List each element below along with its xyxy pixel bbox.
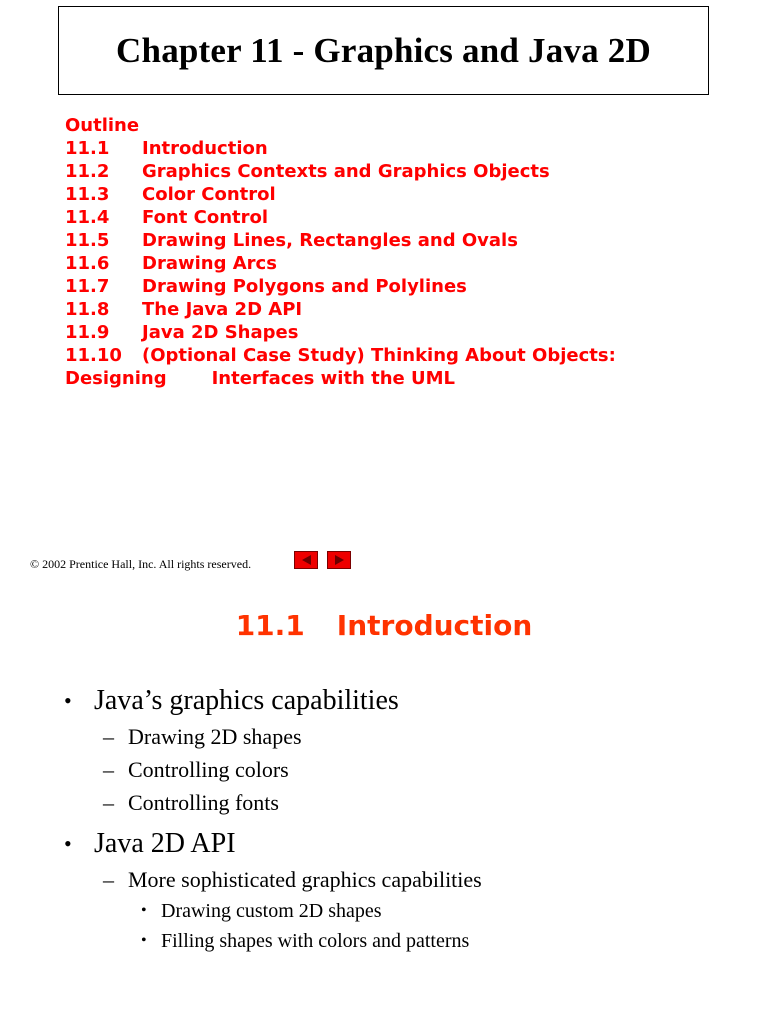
outline-item-number: 11.10 bbox=[65, 345, 122, 366]
previous-slide-button[interactable] bbox=[294, 551, 318, 569]
outline-item-text: Interfaces with the UML bbox=[211, 368, 456, 389]
outline-item-text: Color Control bbox=[142, 184, 276, 205]
copyright-notice: © 2002 Prentice Hall, Inc. All rights reserved. bbox=[30, 557, 252, 571]
sub-sub-bullet-text: Filling shapes with colors and patterns bbox=[161, 930, 470, 952]
outline-item-text: Introduction bbox=[142, 138, 268, 159]
section-title bbox=[0, 609, 768, 642]
outline-item-number: 11.5 bbox=[65, 230, 110, 251]
bullet-item bbox=[64, 682, 744, 720]
outline-item-text: (Optional Case Study) Thinking About Objects: bbox=[142, 345, 616, 366]
outline-list bbox=[65, 114, 745, 390]
bullet-text: Java 2D API bbox=[94, 828, 236, 859]
outline-item-text: Graphics Contexts and Graphics Objects bbox=[142, 161, 550, 182]
outline-item-last-continued[interactable] bbox=[65, 367, 745, 390]
dash-marker: – bbox=[103, 757, 114, 782]
outline-item-number: 11.7 bbox=[65, 276, 110, 297]
bullet-marker: • bbox=[64, 831, 72, 856]
outline-item[interactable] bbox=[65, 137, 745, 160]
outline-item-text: Java 2D Shapes bbox=[142, 322, 299, 343]
bullet-marker: • bbox=[141, 902, 147, 919]
slide-title-box bbox=[58, 6, 709, 95]
outline-item[interactable] bbox=[65, 298, 745, 321]
outline-item-number: 11.2 bbox=[65, 161, 110, 182]
outline-item-number: 11.8 bbox=[65, 299, 110, 320]
sub-bullet-item bbox=[64, 786, 744, 819]
sub-sub-bullet-item bbox=[64, 926, 744, 956]
sub-bullet-text: More sophisticated graphics capabilities bbox=[128, 867, 482, 892]
outline-item-text: The Java 2D API bbox=[142, 299, 303, 320]
outline-item-text: Drawing Arcs bbox=[142, 253, 277, 274]
sub-sub-bullet-text: Drawing custom 2D shapes bbox=[161, 900, 382, 922]
arrow-left-icon bbox=[302, 555, 311, 565]
bullet-text: Java’s graphics capabilities bbox=[94, 685, 399, 716]
outline-item[interactable] bbox=[65, 321, 745, 344]
outline-item-number: 11.1 bbox=[65, 138, 110, 159]
outline-item[interactable] bbox=[65, 160, 745, 183]
arrow-right-icon bbox=[335, 555, 344, 565]
section-number: 11.1 bbox=[235, 609, 305, 642]
sub-sub-bullet-item bbox=[64, 896, 744, 926]
outline-item[interactable] bbox=[65, 275, 745, 298]
outline-item[interactable] bbox=[65, 206, 745, 229]
outline-item-text: Designing bbox=[65, 368, 167, 389]
outline-item-text: Drawing Lines, Rectangles and Ovals bbox=[142, 230, 518, 251]
dash-marker: – bbox=[103, 867, 114, 892]
bullet-marker: • bbox=[64, 688, 72, 713]
dash-marker: – bbox=[103, 790, 114, 815]
outline-item-number: 11.6 bbox=[65, 253, 110, 274]
outline-item-text: Font Control bbox=[142, 207, 269, 228]
outline-item-number: 11.9 bbox=[65, 322, 110, 343]
bullet-item bbox=[64, 825, 744, 863]
outline-item[interactable] bbox=[65, 252, 745, 275]
bullet-marker: • bbox=[141, 932, 147, 949]
outline-item-text: Drawing Polygons and Polylines bbox=[142, 276, 467, 297]
outline-item-number: 11.4 bbox=[65, 207, 110, 228]
outline-heading: Outline bbox=[65, 115, 140, 136]
outline-item-last[interactable] bbox=[65, 344, 745, 367]
next-slide-button[interactable] bbox=[327, 551, 351, 569]
sub-bullet-text: Controlling fonts bbox=[128, 790, 279, 815]
bullet-list bbox=[64, 682, 744, 956]
outline-item[interactable] bbox=[65, 183, 745, 206]
section-title-text: Introduction bbox=[336, 609, 533, 642]
sub-bullet-item bbox=[64, 720, 744, 753]
sub-bullet-text: Controlling colors bbox=[128, 757, 289, 782]
slide-title: Chapter 11 - Graphics and Java 2D bbox=[116, 30, 651, 70]
outline-item[interactable] bbox=[65, 229, 745, 252]
sub-bullet-text: Drawing 2D shapes bbox=[128, 724, 302, 749]
outline-item-number: 11.3 bbox=[65, 184, 110, 205]
dash-marker: – bbox=[103, 724, 114, 749]
sub-bullet-item bbox=[64, 863, 744, 896]
sub-bullet-item bbox=[64, 753, 744, 786]
